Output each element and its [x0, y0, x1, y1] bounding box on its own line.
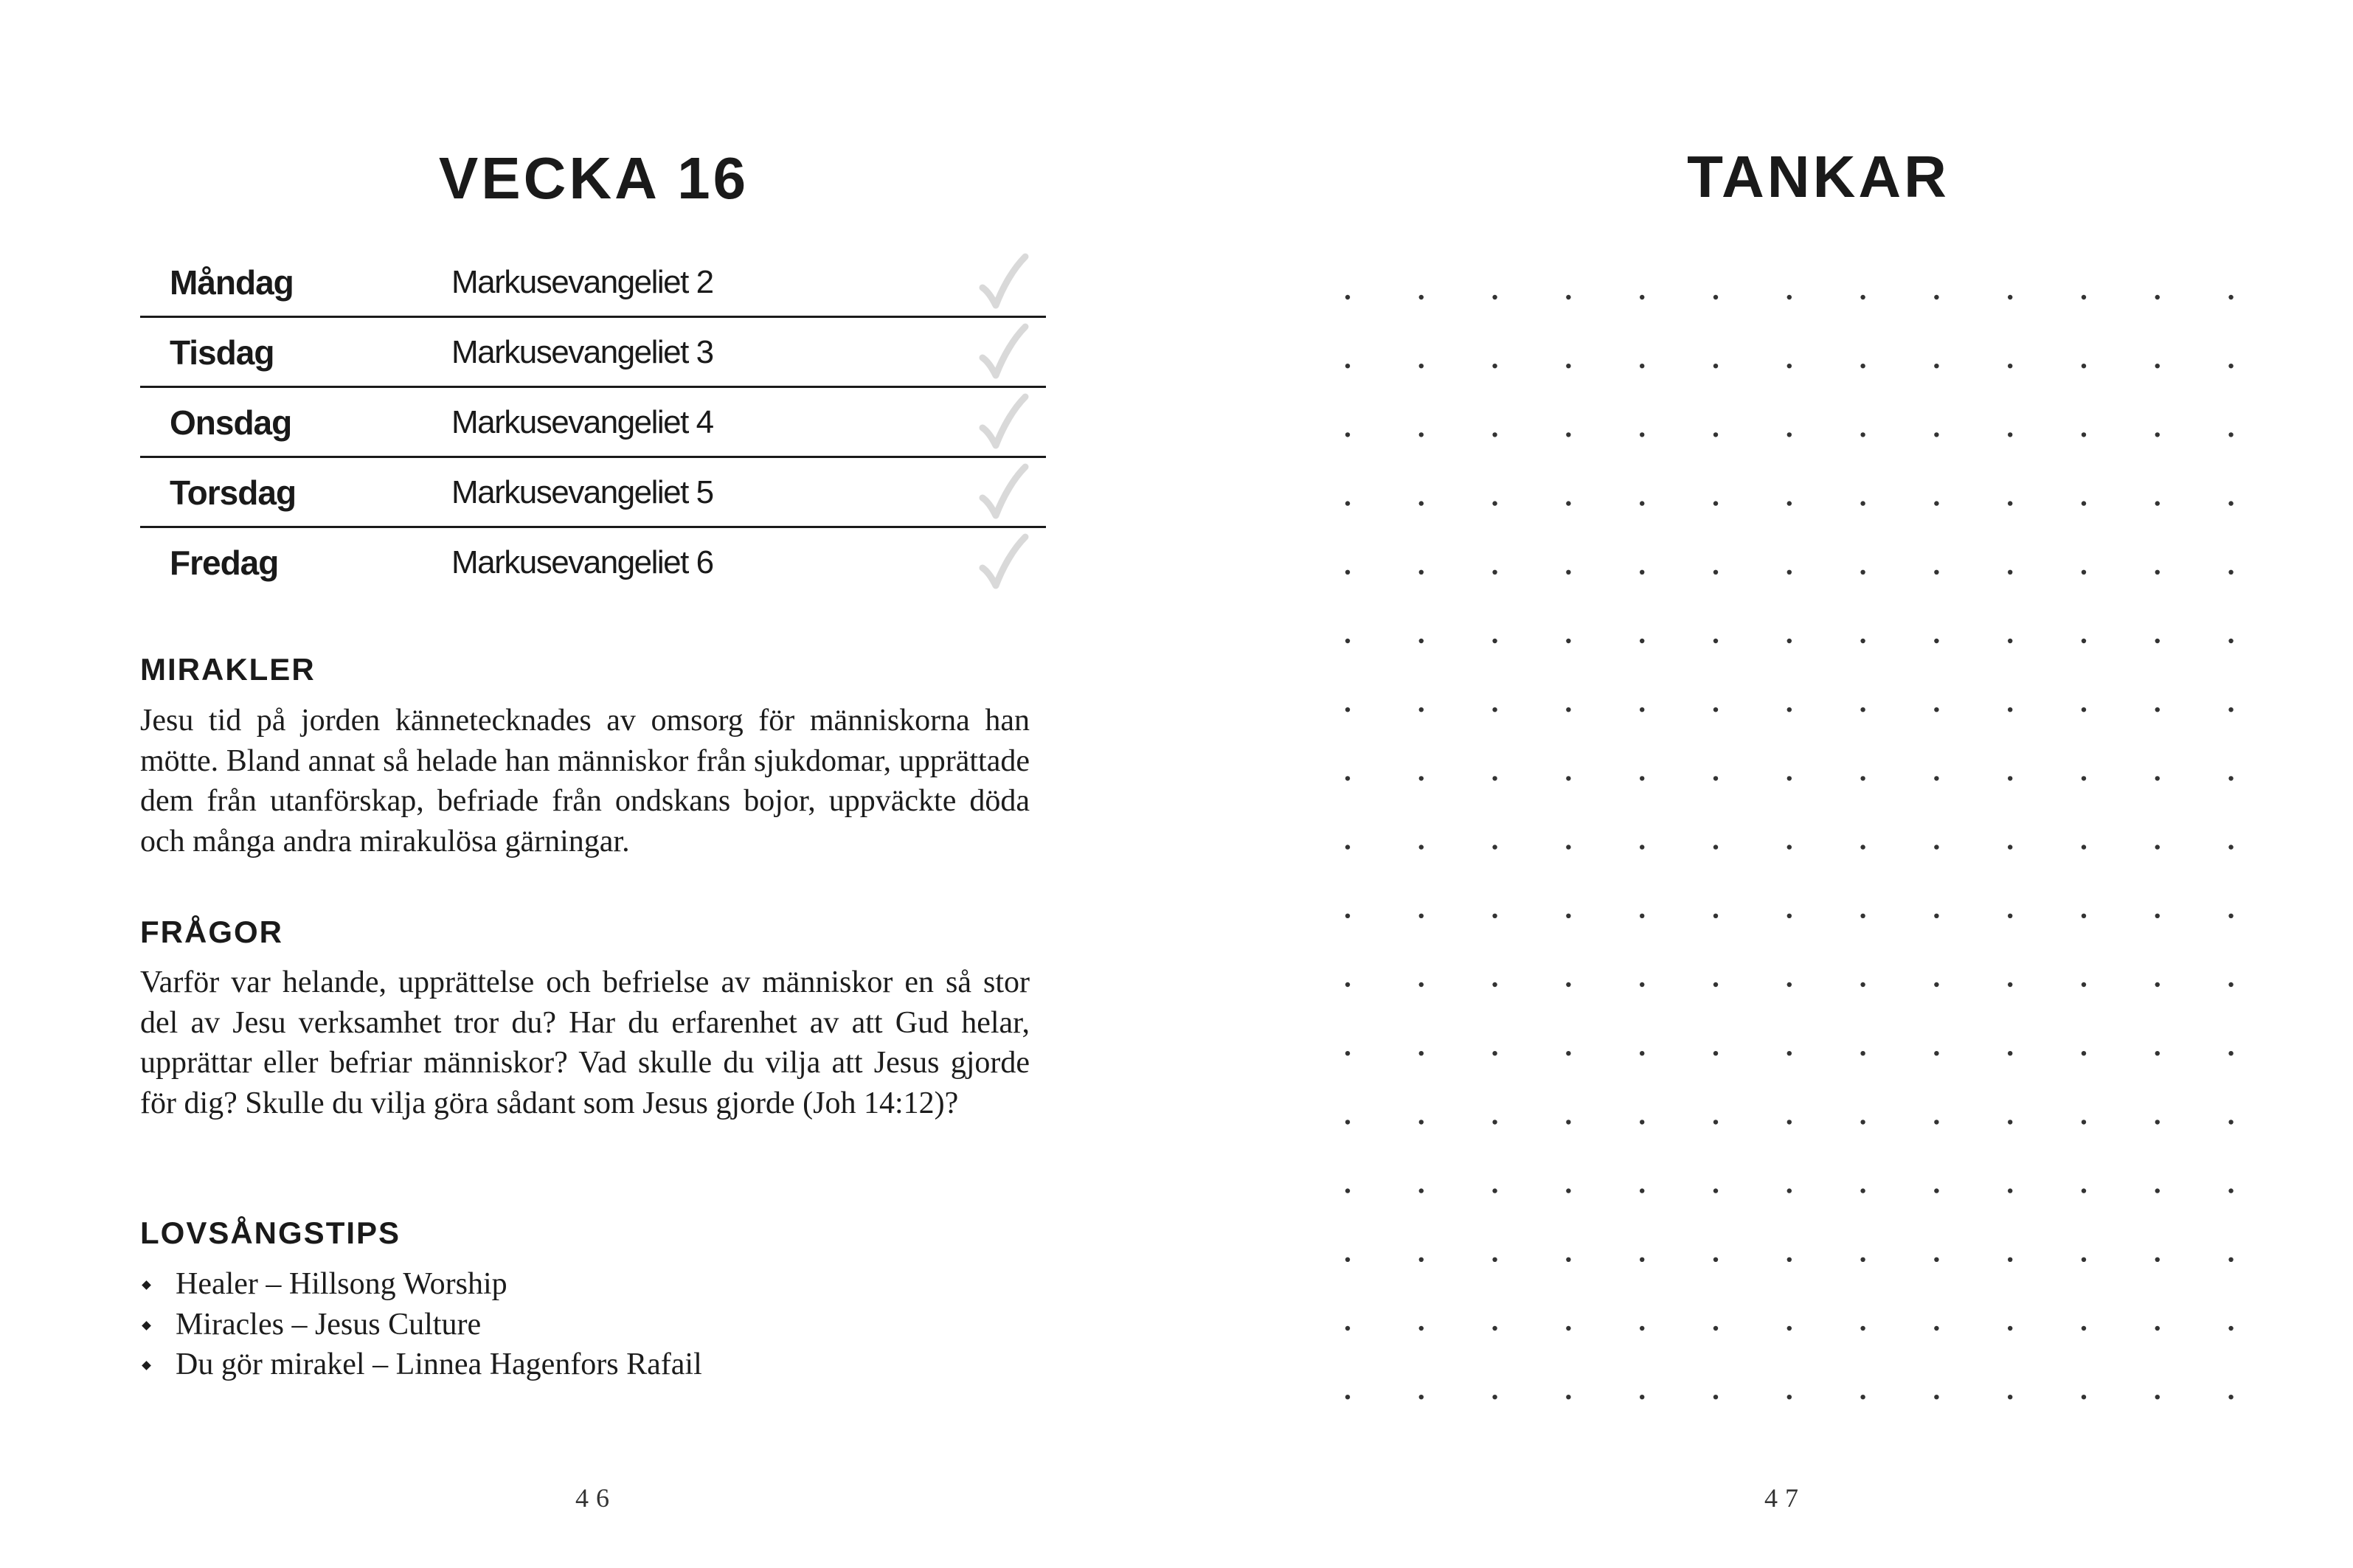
grid-dot: [1566, 1257, 1570, 1262]
grid-dot: [1345, 1257, 1350, 1262]
page-number-right: 47: [1764, 1483, 1806, 1513]
song-title: Du gör mirakel – Linnea Hagenfors Rafail: [176, 1347, 702, 1381]
grid-dot: [1934, 1120, 1938, 1124]
bullet-icon: [142, 1321, 151, 1331]
grid-dot: [1640, 1326, 1644, 1331]
grid-dot: [2008, 844, 2012, 849]
grid-dot: [2008, 570, 2012, 575]
grid-dot: [1492, 1051, 1497, 1055]
grid-dot: [2228, 914, 2233, 918]
grid-dot: [1419, 432, 1424, 437]
grid-dot: [1566, 982, 1570, 987]
grid-dot: [1345, 914, 1350, 918]
grid-dot: [2155, 364, 2160, 368]
grid-dot: [1934, 364, 1938, 368]
checkmark-icon[interactable]: [978, 533, 1030, 592]
grid-dot: [1640, 707, 1644, 712]
grid-dot: [1860, 1120, 1865, 1124]
schedule-row: [140, 458, 1046, 528]
grid-dot: [2155, 1257, 2160, 1262]
grid-dot: [2155, 1188, 2160, 1193]
grid-dot: [1860, 295, 1865, 299]
grid-dot: [1566, 1120, 1570, 1124]
grid-dot: [1419, 364, 1424, 368]
grid-dot: [2228, 1395, 2233, 1399]
grid-dot: [1787, 432, 1792, 437]
grid-dot: [1419, 639, 1424, 643]
grid-dot: [1566, 776, 1570, 780]
grid-dot: [1640, 501, 1644, 505]
grid-dot: [2008, 432, 2012, 437]
grid-dot: [1713, 1051, 1718, 1055]
grid-dot: [1860, 1326, 1865, 1331]
grid-dot: [1566, 295, 1570, 299]
grid-dot: [1640, 776, 1644, 780]
grid-dot: [2228, 295, 2233, 299]
grid-dot: [2008, 639, 2012, 643]
grid-dot: [2082, 1257, 2086, 1262]
grid-dot: [1640, 1188, 1644, 1193]
grid-dot: [1860, 432, 1865, 437]
grid-dot: [1566, 570, 1570, 575]
grid-dot: [1492, 295, 1497, 299]
grid-dot: [1934, 914, 1938, 918]
reading-schedule: [140, 248, 1046, 598]
grid-dot: [1860, 364, 1865, 368]
grid-dot: [1860, 570, 1865, 575]
grid-dot: [1345, 501, 1350, 505]
grid-dot: [2155, 501, 2160, 505]
grid-dot: [1345, 1395, 1350, 1399]
grid-dot: [1860, 776, 1865, 780]
lovsangstips-heading: LOVSÅNGSTIPS: [140, 1215, 401, 1250]
grid-dot: [1492, 501, 1497, 505]
grid-dot: [1640, 914, 1644, 918]
grid-dot: [2082, 639, 2086, 643]
grid-dot: [1787, 982, 1792, 987]
grid-dot: [2082, 364, 2086, 368]
grid-dot: [1713, 639, 1718, 643]
grid-dot: [1345, 639, 1350, 643]
grid-dot: [1419, 1188, 1424, 1193]
grid-dot: [1787, 1257, 1792, 1262]
grid-dot: [1713, 295, 1718, 299]
grid-dot: [1419, 1326, 1424, 1331]
schedule-reading: Markusevangeliet 5: [451, 474, 713, 510]
grid-dot: [2228, 1120, 2233, 1124]
bullet-icon: [142, 1280, 151, 1290]
grid-dot: [2082, 295, 2086, 299]
grid-dot: [1787, 844, 1792, 849]
grid-dot: [1713, 570, 1718, 575]
grid-dot: [1787, 639, 1792, 643]
grid-dot: [1713, 776, 1718, 780]
grid-dot: [1860, 914, 1865, 918]
grid-dot: [2155, 914, 2160, 918]
grid-dot: [2155, 982, 2160, 987]
grid-dot: [1713, 501, 1718, 505]
grid-dot: [1787, 707, 1792, 712]
grid-dot: [1492, 914, 1497, 918]
grid-dot: [2228, 982, 2233, 987]
grid-dot: [1860, 1257, 1865, 1262]
grid-dot: [1860, 1051, 1865, 1055]
grid-dot: [1934, 639, 1938, 643]
grid-dot: [2228, 776, 2233, 780]
grid-dot: [1787, 1120, 1792, 1124]
grid-dot: [1345, 570, 1350, 575]
song-title: Healer – Hillsong Worship: [176, 1267, 507, 1301]
grid-dot: [1566, 364, 1570, 368]
grid-dot: [1640, 1257, 1644, 1262]
grid-dot: [1492, 776, 1497, 780]
grid-dot: [1934, 1326, 1938, 1331]
grid-dot: [2082, 1395, 2086, 1399]
grid-dot: [1860, 639, 1865, 643]
grid-dot: [1345, 776, 1350, 780]
grid-dot: [1566, 1395, 1570, 1399]
grid-dot: [1787, 295, 1792, 299]
grid-dot: [1566, 707, 1570, 712]
grid-dot: [1345, 1188, 1350, 1193]
grid-dot: [2008, 707, 2012, 712]
grid-dot: [2008, 776, 2012, 780]
grid-dot: [1934, 501, 1938, 505]
grid-dot: [2155, 570, 2160, 575]
grid-dot: [2082, 501, 2086, 505]
grid-dot: [1860, 1395, 1865, 1399]
grid-dot: [2228, 1188, 2233, 1193]
schedule-reading: Markusevangeliet 3: [451, 334, 713, 370]
grid-dot: [1934, 776, 1938, 780]
grid-dot: [1419, 295, 1424, 299]
grid-dot: [1566, 501, 1570, 505]
grid-dot: [1787, 1395, 1792, 1399]
grid-dot: [1640, 844, 1644, 849]
grid-dot: [1713, 914, 1718, 918]
list-item: [140, 1305, 702, 1345]
grid-dot: [2228, 1051, 2233, 1055]
grid-dot: [1934, 295, 1938, 299]
grid-dot: [1787, 364, 1792, 368]
grid-dot: [1713, 1120, 1718, 1124]
grid-dot: [1934, 707, 1938, 712]
fragor-text: Varför var helande, upprättelse och befrielse av människor en så stor del av Jesu verksamhet tror du? Har du erfarenhet av att Gud helar, upprättar eller befriar människor? Vad skulle du vilja att Jesus gjorde för dig? Skulle du vilja göra sådant som Jesus gjorde (Joh 14:12)?: [140, 965, 1030, 1120]
grid-dot: [1713, 432, 1718, 437]
schedule-day: Onsdag: [170, 403, 292, 442]
grid-dot: [1713, 844, 1718, 849]
grid-dot: [1492, 364, 1497, 368]
mirakler-heading: MIRAKLER: [140, 652, 316, 687]
grid-dot: [1566, 1051, 1570, 1055]
grid-dot: [1640, 295, 1644, 299]
left-page: [0, 0, 1176, 1568]
grid-dot: [2155, 1326, 2160, 1331]
grid-dot: [1860, 982, 1865, 987]
schedule-row: [140, 388, 1046, 458]
grid-dot: [2155, 432, 2160, 437]
grid-dot: [1713, 1395, 1718, 1399]
grid-dot: [2082, 1051, 2086, 1055]
grid-dot: [1860, 707, 1865, 712]
grid-dot: [2082, 1120, 2086, 1124]
grid-dot: [1640, 364, 1644, 368]
grid-dot: [1419, 1051, 1424, 1055]
grid-dot: [1713, 982, 1718, 987]
grid-dot: [1934, 570, 1938, 575]
grid-dot: [1492, 1257, 1497, 1262]
grid-dot: [1640, 570, 1644, 575]
schedule-reading: Markusevangeliet 6: [451, 544, 713, 580]
grid-dot: [1640, 432, 1644, 437]
grid-dot: [2155, 1395, 2160, 1399]
grid-dot: [1419, 707, 1424, 712]
grid-dot: [2155, 844, 2160, 849]
grid-dot: [1934, 1395, 1938, 1399]
grid-dot: [2008, 982, 2012, 987]
grid-dot: [2228, 1326, 2233, 1331]
grid-dot: [1640, 1395, 1644, 1399]
grid-dot: [2082, 570, 2086, 575]
grid-dot: [2082, 982, 2086, 987]
grid-dot: [1713, 707, 1718, 712]
grid-dot: [1419, 776, 1424, 780]
grid-dot: [2228, 364, 2233, 368]
checkmark-icon[interactable]: [978, 322, 1030, 381]
schedule-day: Fredag: [170, 544, 279, 582]
schedule-row: [140, 318, 1046, 388]
grid-dot: [1345, 364, 1350, 368]
grid-dot: [1566, 432, 1570, 437]
grid-dot: [1345, 982, 1350, 987]
grid-dot: [2228, 844, 2233, 849]
grid-dot: [1419, 570, 1424, 575]
grid-dot: [1419, 982, 1424, 987]
grid-dot: [2008, 1395, 2012, 1399]
grid-dot: [1640, 1120, 1644, 1124]
grid-dot: [1860, 501, 1865, 505]
grid-dot: [2155, 776, 2160, 780]
grid-dot: [1566, 1188, 1570, 1193]
grid-dot: [1640, 982, 1644, 987]
grid-dot: [1860, 844, 1865, 849]
checkmark-icon[interactable]: [978, 392, 1030, 451]
checkmark-icon[interactable]: [978, 462, 1030, 521]
grid-dot: [2155, 1051, 2160, 1055]
schedule-row: [140, 528, 1046, 598]
grid-dot: [1787, 914, 1792, 918]
grid-dot: [1419, 501, 1424, 505]
week-title: VECKA 16: [438, 145, 749, 211]
grid-dot: [1419, 844, 1424, 849]
grid-dot: [1934, 1051, 1938, 1055]
grid-dot: [1787, 1188, 1792, 1193]
grid-dot: [1934, 432, 1938, 437]
grid-dot: [2082, 707, 2086, 712]
grid-dot: [1492, 982, 1497, 987]
checkmark-icon[interactable]: [978, 252, 1030, 311]
schedule-day: Tisdag: [170, 333, 274, 372]
schedule-reading: Markusevangeliet 2: [451, 264, 713, 300]
grid-dot: [2155, 1120, 2160, 1124]
page-number-left: 46: [575, 1483, 617, 1513]
schedule-day: Måndag: [170, 263, 294, 302]
grid-dot: [2008, 914, 2012, 918]
song-title: Miracles – Jesus Culture: [176, 1307, 482, 1342]
list-item: [140, 1264, 702, 1305]
grid-dot: [2008, 1120, 2012, 1124]
grid-dot: [2008, 295, 2012, 299]
grid-dot: [1713, 1326, 1718, 1331]
grid-dot: [1492, 432, 1497, 437]
grid-dot: [2008, 501, 2012, 505]
grid-dot: [1566, 914, 1570, 918]
grid-dot: [1345, 295, 1350, 299]
grid-dot: [1345, 707, 1350, 712]
grid-dot: [2228, 432, 2233, 437]
grid-dot: [1713, 1188, 1718, 1193]
grid-dot: [2082, 1326, 2086, 1331]
notes-title: TANKAR: [1687, 144, 1950, 209]
grid-dot: [1492, 1120, 1497, 1124]
grid-dot: [2082, 844, 2086, 849]
grid-dot: [2228, 570, 2233, 575]
grid-dot: [1419, 1257, 1424, 1262]
grid-dot: [2082, 1188, 2086, 1193]
grid-dot: [1566, 1326, 1570, 1331]
grid-dot: [1860, 1188, 1865, 1193]
grid-dot: [1566, 844, 1570, 849]
grid-dot: [1345, 432, 1350, 437]
schedule-reading: Markusevangeliet 4: [451, 404, 713, 440]
grid-dot: [2082, 776, 2086, 780]
list-item: [140, 1345, 702, 1385]
grid-dot: [1419, 914, 1424, 918]
grid-dot: [1640, 639, 1644, 643]
grid-dot: [1787, 570, 1792, 575]
fragor-heading: FRÅGOR: [140, 915, 283, 949]
grid-dot: [2228, 707, 2233, 712]
grid-dot: [1492, 639, 1497, 643]
grid-dot: [2082, 432, 2086, 437]
grid-dot: [2228, 501, 2233, 505]
grid-dot: [1345, 844, 1350, 849]
grid-dot: [1345, 1326, 1350, 1331]
grid-dot: [1934, 1188, 1938, 1193]
schedule-row: [140, 248, 1046, 318]
grid-dot: [1345, 1051, 1350, 1055]
grid-dot: [1934, 1257, 1938, 1262]
grid-dot: [1492, 570, 1497, 575]
grid-dot: [1492, 1188, 1497, 1193]
grid-dot: [1640, 1051, 1644, 1055]
grid-dot: [1419, 1395, 1424, 1399]
grid-dot: [1934, 844, 1938, 849]
grid-dot: [1492, 707, 1497, 712]
bullet-icon: [142, 1361, 151, 1370]
grid-dot: [2008, 1188, 2012, 1193]
grid-dot: [1787, 776, 1792, 780]
grid-dot: [1419, 1120, 1424, 1124]
grid-dot: [2155, 707, 2160, 712]
grid-dot: [2155, 295, 2160, 299]
grid-dot: [1934, 982, 1938, 987]
grid-dot: [2228, 639, 2233, 643]
grid-dot: [2155, 639, 2160, 643]
grid-dot: [1787, 1326, 1792, 1331]
grid-dot: [1492, 1395, 1497, 1399]
grid-dot: [2008, 364, 2012, 368]
grid-dot: [2008, 1326, 2012, 1331]
grid-dot: [2082, 914, 2086, 918]
song-list: [140, 1264, 702, 1385]
grid-dot: [1713, 1257, 1718, 1262]
grid-dot: [2008, 1051, 2012, 1055]
grid-dot: [1787, 1051, 1792, 1055]
grid-dot: [1492, 844, 1497, 849]
grid-dot: [2228, 1257, 2233, 1262]
grid-dot: [2008, 1257, 2012, 1262]
grid-dot: [1787, 501, 1792, 505]
grid-dot: [1713, 364, 1718, 368]
grid-dot: [1492, 1326, 1497, 1331]
grid-dot: [1345, 1120, 1350, 1124]
schedule-day: Torsdag: [170, 473, 297, 512]
mirakler-text: Jesu tid på jorden kännetecknades av omsorg för människorna han mötte. Bland annat så helade han människor från sjukdomar, upprättade dem från utanförskap, befriade från ondskans bojor, uppväckte döda och många andra mirakulösa gärningar.: [140, 704, 1030, 858]
grid-dot: [1566, 639, 1570, 643]
